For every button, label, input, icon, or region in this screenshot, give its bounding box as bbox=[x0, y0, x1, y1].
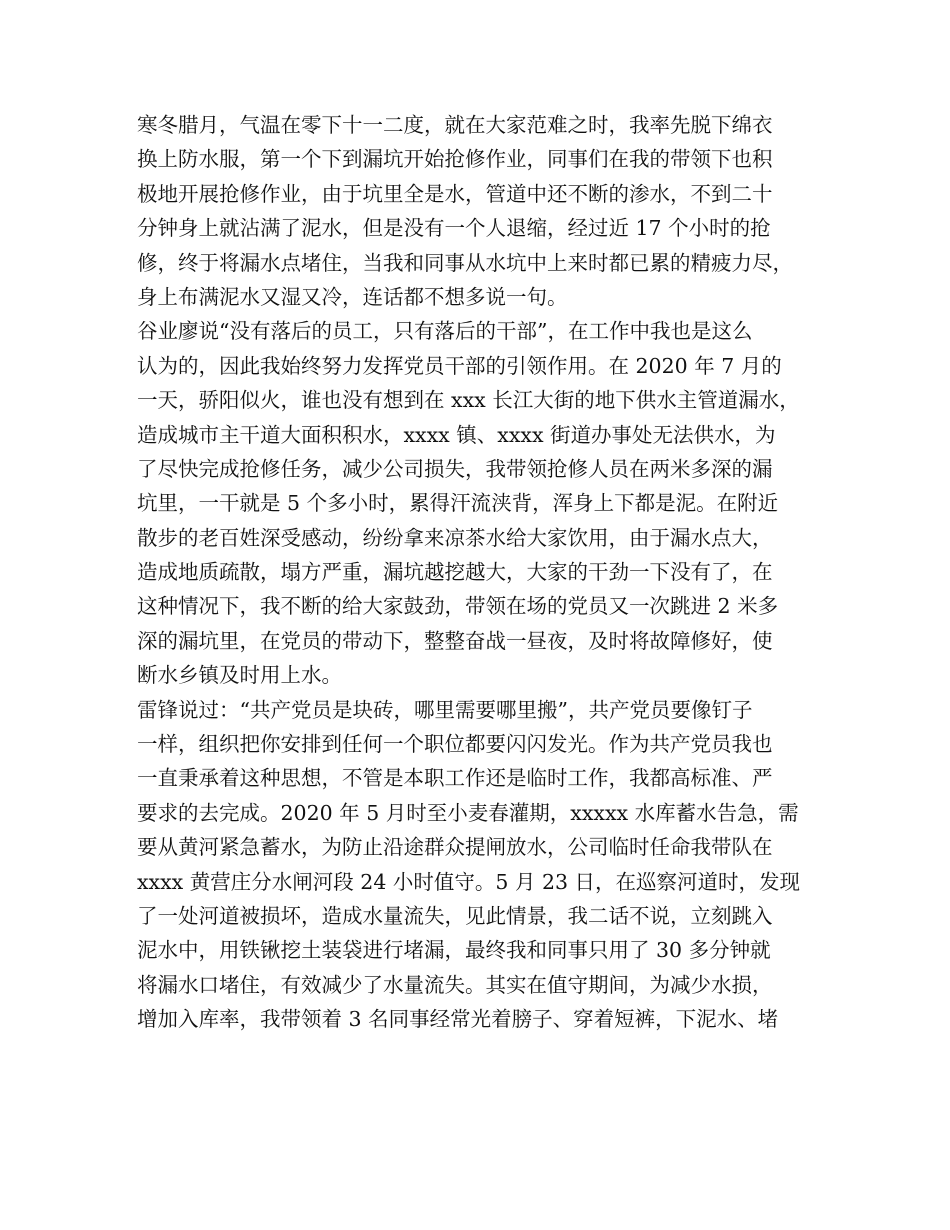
text-line: 分钟身上就沾满了泥水，但是没有一个人退缩，经过近 17 个小时的抢 bbox=[137, 216, 771, 241]
text-line: 极地开展抢修作业，由于坑里全是水，管道中还不断的渗水，不到二十 bbox=[137, 181, 773, 206]
text-line: 造成地质疏散，塌方严重，漏坑越挖越大，大家的干劲一下没有了，在 bbox=[137, 560, 773, 585]
text-line: 换上防水服，第一个下到漏坑开始抢修作业，同事们在我的带领下也积 bbox=[137, 147, 773, 172]
text-line: 一天，骄阳似火，谁也没有想到在 xxx 长江大街的地下供水主管道漏水， bbox=[137, 388, 800, 413]
text-line: 要从黄河紧急蓄水，为防止沿途群众提闸放水，公司临时任命我带队在 bbox=[137, 835, 773, 860]
text-line: 增加入库率，我带领着 3 名同事经常光着膀子、穿着短裤，下泥水、堵 bbox=[137, 1007, 779, 1032]
text-line: 一直秉承着这种思想，不管是本职工作还是临时工作，我都高标准、严 bbox=[137, 766, 773, 791]
text-line: 修，终于将漏水点堵住，当我和同事从水坑中上来时都已累的精疲力尽， bbox=[137, 250, 793, 275]
text-line: 这种情况下，我不断的给大家鼓劲，带领在场的党员又一次跳进 2 米多 bbox=[137, 594, 779, 619]
text-line: 雷锋说过：“共产党员是块砖，哪里需要哪里搬”，共产党员要像钉子 bbox=[137, 697, 753, 722]
text-line: 身上布满泥水又湿又冷，连话都不想多说一句。 bbox=[137, 284, 568, 309]
document-body bbox=[137, 108, 817, 1037]
text-line: xxxx 黄营庄分水闸河段 24 小时值守。5 月 23 日，在巡察河道时，发现 bbox=[137, 869, 801, 894]
text-line: 寒冬腊月，气温在零下十一二度，就在大家范难之时，我率先脱下绵衣 bbox=[137, 113, 773, 137]
text-line: 了一处河道被损坏，造成水量流失，见此情景，我二话不说，立刻跳入 bbox=[137, 903, 773, 928]
text-line: 认为的，因此我始终努力发挥党员干部的引领作用。在 2020 年 7 月的 bbox=[137, 353, 782, 378]
text-line: 散步的老百姓深受感动，纷纷拿来凉茶水给大家饮用，由于漏水点大， bbox=[137, 525, 773, 550]
text-line: 坑里，一干就是 5 个多小时，累得汗流浃背，浑身上下都是泥。在附近 bbox=[137, 491, 779, 516]
text-line: 断水乡镇及时用上水。 bbox=[137, 663, 342, 688]
text-line: 要求的去完成。2020 年 5 月时至小麦春灌期，xxxxx 水库蓄水告急，需 bbox=[137, 800, 799, 825]
text-line: 造成城市主干道大面积积水，xxxx 镇、xxxx 街道办事处无法供水，为 bbox=[137, 422, 776, 447]
text-line: 谷业廖说“没有落后的员工，只有落后的干部”，在工作中我也是这么 bbox=[137, 319, 753, 344]
text-line: 泥水中，用铁锹挖土装袋进行堵漏，最终我和同事只用了 30 多分钟就 bbox=[137, 938, 771, 963]
text-line: 将漏水口堵住，有效减少了水量流失。其实在值守期间，为减少水损， bbox=[137, 972, 773, 997]
text-line: 一样，组织把你安排到任何一个职位都要闪闪发光。作为共产党员我也 bbox=[137, 732, 773, 757]
text-line: 深的漏坑里，在党员的带动下，整整奋战一昼夜，及时将故障修好，使 bbox=[137, 628, 773, 653]
text-line: 了尽快完成抢修任务，减少公司损失，我带领抢修人员在两米多深的漏 bbox=[137, 456, 773, 481]
